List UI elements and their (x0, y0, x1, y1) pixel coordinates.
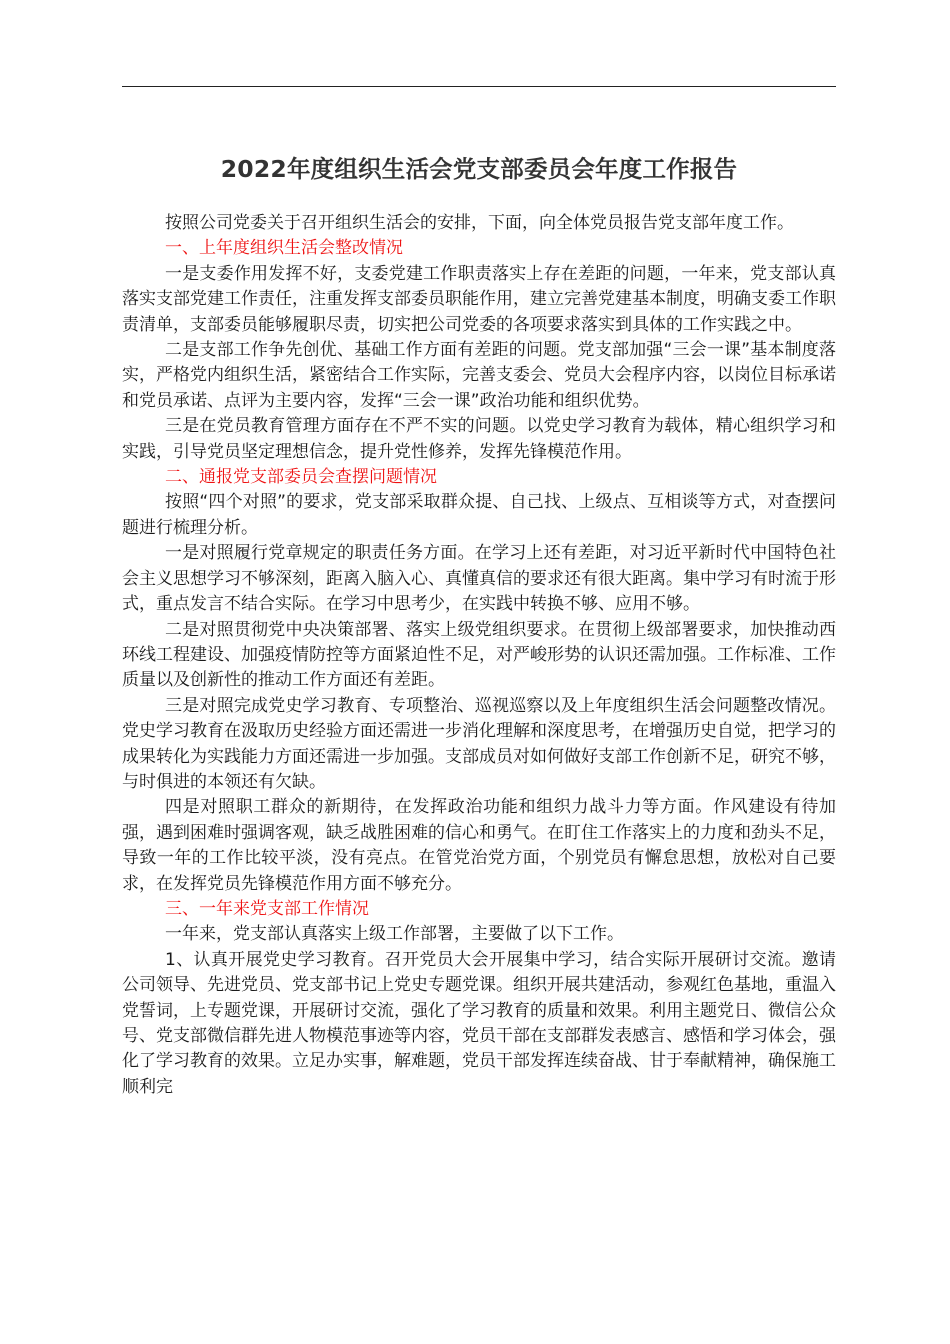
body-paragraph: 三是在党员教育管理方面存在不严不实的问题。以党史学习教育为载体，精心组织学习和实践，引导党员坚定理想信念，提升党性修养，发挥先锋模范作用。 (122, 416, 836, 462)
header-rule (122, 86, 836, 87)
body-paragraph: 按照“四个对照”的要求，党支部采取群众提、自己找、上级点、互相谈等方式，对查摆问题进行梳理分析。 (122, 492, 836, 538)
body-paragraph: 1、认真开展党史学习教育。召开党员大会开展集中学习，结合实际开展研讨交流。邀请公司领导、先进党员、党支部书记上党史专题党课。组织开展共建活动，参观红色基地，重温入党誓词，上专题党课，开展研讨交流，强化了学习教育的质量和效果。利用主题党日、微信公众号、党支部微信群先进人物模范事迹等内容，党员干部在支部群发表感言、感悟和学习体会，强化了学习教育的效果。立足办实事，解难题，党员干部发挥连续奋战、甘于奉献精神，确保施工顺利完 (122, 949, 836, 1097)
body-paragraph: 四是对照职工群众的新期待，在发挥政治功能和组织力战斗力等方面。作风建设有待加强，遇到困难时强调客观，缺乏战胜困难的信心和勇气。在盯住工作落实上的力度和劲头不足，导致一年的工作比较平淡，没有亮点。在管党治党方面，个别党员有懈怠思想，放松对自己要求，在发挥党员先锋模范作用方面不够充分。 (122, 797, 836, 894)
document-body (122, 211, 836, 1100)
document-title: 2022年度组织生活会党支部委员会年度工作报告 (220, 155, 738, 183)
section-heading-1: 一、上年度组织生活会整改情况 (165, 238, 403, 259)
body-paragraph: 三是对照完成党史学习教育、专项整治、巡视巡察以及上年度组织生活会问题整改情况。党史学习教育在汲取历史经验方面还需进一步消化理解和深度思考，在增强历史自觉，把学习的成果转化为实践能力方面还需进一步加强。支部成员对如何做好支部工作创新不足，研究不够，与时俱进的本领还有欠缺。 (122, 695, 836, 792)
intro-paragraph: 按照公司党委关于召开组织生活会的安排，下面，向全体党员报告党支部年度工作。 (165, 213, 794, 233)
body-paragraph: 一是支委作用发挥不好，支委党建工作职责落实上存在差距的问题，一年来，党支部认真落实支部党建工作责任，注重发挥支部委员职能作用，建立完善党建基本制度，明确支委工作职责清单，支部委员能够履职尽责，切实把公司党委的各项要求落实到具体的工作实践之中。 (122, 263, 836, 335)
body-paragraph: 一是对照履行党章规定的职责任务方面。在学习上还有差距，对习近平新时代中国特色社会主义思想学习不够深刻，距离入脑入心、真懂真信的要求还有很大距离。集中学习有时流于形式，重点发言不结合实际。在学习中思考少，在实践中转换不够、应用不够。 (122, 543, 836, 615)
body-paragraph: 二是对照贯彻党中央决策部署、落实上级党组织要求。在贯彻上级部署要求，加快推动西环线工程建设、加强疫情防控等方面紧迫性不足，对严峻形势的认识还需加强。工作标准、工作质量以及创新性的推动工作方面还有差距。 (122, 619, 836, 691)
body-paragraph: 一年来，党支部认真落实上级工作部署，主要做了以下工作。 (165, 924, 624, 945)
body-paragraph: 二是支部工作争先创优、基础工作方面有差距的问题。党支部加强“三会一课”基本制度落实，严格党内组织生活，紧密结合工作实际，完善支委会、党员大会程序内容，以岗位目标承诺和党员承诺、点评为主要内容，发挥“三会一课”政治功能和组织优势。 (122, 340, 836, 411)
section-heading-2: 二、通报党支部委员会查摆问题情况 (165, 467, 437, 488)
section-heading-3: 三、一年来党支部工作情况 (165, 898, 369, 919)
